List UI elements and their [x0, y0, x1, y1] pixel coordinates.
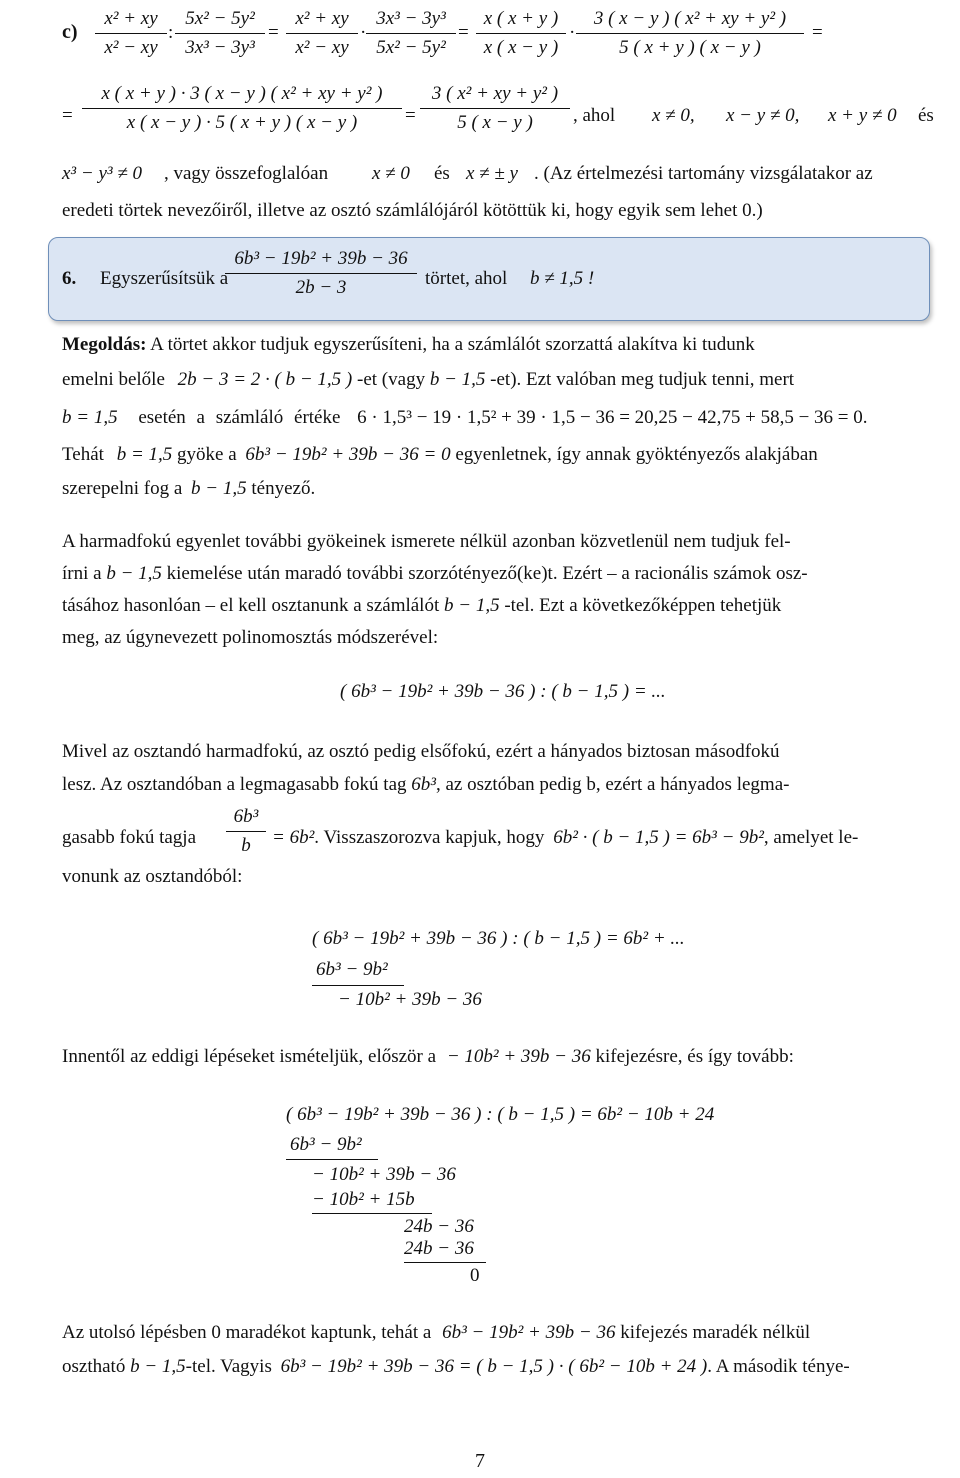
text-segment: lesz. Az osztandóban a legmagasabb fokú tag: [62, 774, 407, 795]
fraction-numerator: 3x³ − 3y³: [376, 8, 446, 29]
math-expression: − 10b² + 39b − 36: [446, 1046, 591, 1067]
text-line: [62, 563, 808, 585]
text-line: eredeti törtek nevezőiről, illetve az osztó számlálójáról kötöttük ki, hogy egyik sem lehet 0.): [62, 200, 763, 221]
equals-sign: =: [62, 105, 73, 126]
text-segment: , az osztóban pedig b, ezért a hányados legma-: [435, 774, 790, 795]
text-segment: -tel. Vagyis: [185, 1356, 272, 1377]
text-line: [62, 1046, 794, 1068]
division-row: 6b³ − 9b²: [316, 959, 388, 980]
text-segment: tényező.: [251, 478, 316, 499]
text-segment: -tel. Ezt a következőképpen tehetjük: [504, 595, 782, 616]
fraction-denominator: x ( x − y ) · 5 ( x + y ) ( x − y ): [126, 112, 358, 133]
fraction-denominator: b: [241, 835, 251, 856]
text-segment: . (Az értelmezési tartomány vizsgálatakor az: [534, 163, 873, 184]
fraction-numerator: x ( x + y ) · 3 ( x − y ) ( x² + xy + y² ): [101, 83, 383, 104]
solution-line-5: [62, 478, 315, 500]
equals-sign: =: [405, 105, 416, 126]
fraction-denominator: 5x² − 5y²: [376, 37, 446, 58]
division-sign: :: [168, 22, 174, 43]
condition-x: x ≠ 0: [372, 163, 410, 184]
math-expression: b = 1,5: [116, 444, 173, 465]
text-segment: A törtet akkor tudjuk egyszerűsíteni, ha a számlálót szorzattá alakítva ki tudunk: [150, 334, 755, 355]
fraction-5: [476, 8, 566, 59]
fraction-numerator: 6b³ − 19b² + 39b − 36: [234, 248, 408, 269]
math-expression: = 6b²: [272, 827, 315, 848]
task-condition: b ≠ 1,5 !: [530, 268, 595, 289]
text-segment: emelni belőle: [62, 369, 165, 390]
text-line: [272, 827, 858, 849]
division-row: ( 6b³ − 19b² + 39b − 36 ) : ( b − 1,5 ) = 6b² − 10b + 24: [286, 1104, 715, 1125]
division-remainder: 0: [470, 1265, 480, 1286]
text-segment: . A második ténye-: [707, 1356, 850, 1377]
task-text: Egyszerűsítsük a: [100, 268, 229, 289]
solution-line-2: [62, 369, 794, 391]
text-line: vonunk az osztandóból:: [62, 866, 243, 887]
math-expression: 6b³ − 19b² + 39b − 36 = 0: [245, 444, 451, 465]
math-expression: b − 1,5: [429, 369, 486, 390]
text-line: [62, 1322, 810, 1344]
text-segment: , amelyet le-: [763, 827, 859, 848]
condition-3: x + y ≠ 0: [828, 105, 897, 126]
division-row: 24b − 36: [404, 1216, 474, 1237]
es-text: és: [918, 105, 934, 126]
division-underline: [286, 1159, 378, 1160]
math-expression: 6 · 1,5³ − 19 · 1,5² + 39 · 1,5 − 36 = 20,25 − 42,75 + 58,5 − 36 = 0.: [357, 407, 868, 428]
fraction-denominator: 5 ( x + y ) ( x − y ): [619, 37, 761, 58]
division-row: − 10b² + 39b − 36: [312, 1164, 456, 1185]
division-row: 6b³ − 9b²: [290, 1134, 362, 1155]
math-expression: 6b³: [411, 774, 436, 795]
fraction-denominator: 3x³ − 3y³: [185, 37, 255, 58]
fraction-7: [82, 83, 402, 134]
text-line: [62, 595, 781, 617]
equals-sign: =: [268, 22, 279, 43]
condition-2: x − y ≠ 0,: [726, 105, 800, 126]
equals-sign: =: [812, 22, 823, 43]
division-row: 24b − 36: [404, 1238, 474, 1259]
task-text: törtet, ahol: [425, 268, 508, 289]
fraction-denominator: x² − xy: [104, 37, 158, 58]
text-segment: gyöke a: [177, 444, 237, 465]
fraction-numerator: x² + xy: [295, 8, 349, 29]
text-line: A harmadfokú egyenlet további gyökeinek ismerete nélkül azonban közvetlenül nem tudjuk fel-: [62, 531, 791, 552]
condition-xy: x ≠ ± y: [466, 163, 518, 184]
text-segment: Az utolsó lépésben 0 maradékot kaptunk, tehát a: [62, 1322, 432, 1343]
text-segment: osztható: [62, 1356, 126, 1377]
division-underline: [312, 1213, 432, 1214]
condition-1: x ≠ 0,: [652, 105, 695, 126]
math-expression: 6b³ − 19b² + 39b − 36: [442, 1322, 616, 1343]
fraction-numerator: 3 ( x² + xy + y² ): [431, 83, 559, 104]
text-segment: kifejezés maradék nélkül: [620, 1322, 811, 1343]
text-segment: egyenletnek, így annak gyöktényezős alakjában: [455, 444, 818, 465]
fraction-denominator: x² − xy: [295, 37, 349, 58]
fraction-8: [420, 83, 570, 134]
text-line: meg, az úgynevezett polinomosztás módszerével:: [62, 627, 439, 648]
text-segment: . Visszaszorozva kapjuk, hogy: [314, 827, 545, 848]
math-expression: 6b³ − 19b² + 39b − 36 = ( b − 1,5 ) · ( 6b² − 10b + 24 ): [280, 1356, 708, 1377]
math-expression: 6b² · ( b − 1,5 ) = 6b³ − 9b²: [553, 827, 764, 848]
fraction-numerator: 5x² − 5y²: [185, 8, 255, 29]
text-line: [62, 1356, 850, 1378]
division-row: − 10b² + 15b: [312, 1189, 415, 1210]
solution-line-3: [62, 407, 868, 429]
text-segment: kiemelése után maradó további szorzótényező(ke)t. Ezért – a racionális számok osz-: [166, 563, 808, 584]
fraction-numerator: 3 ( x − y ) ( x² + xy + y² ): [593, 8, 787, 29]
text-segment: Innentől az eddigi lépéseket ismételjük, először a: [62, 1046, 437, 1067]
division-row: ( 6b³ − 19b² + 39b − 36 ) : ( b − 1,5 ) = 6b² + ...: [312, 928, 685, 949]
text-line: Mivel az osztandó harmadfokú, az osztó pedig elsőfokú, ezért a hányados biztosan másodfokú: [62, 741, 780, 762]
math-expression: b − 1,5: [191, 478, 247, 499]
solution-label: Megoldás:: [62, 334, 147, 355]
fraction-4: [366, 8, 456, 59]
equals-sign: =: [458, 22, 469, 43]
text-segment: Tehát: [62, 444, 104, 465]
multiply-sign: ·: [569, 22, 576, 43]
es-text: és: [434, 163, 450, 184]
division-underline: [312, 985, 404, 986]
math-expression: b = 1,5: [62, 407, 118, 428]
page-number: 7: [475, 1450, 485, 1472]
text-segment: tásához hasonlóan – el kell osztanunk a számlálót: [62, 595, 440, 616]
text-line: [62, 774, 789, 796]
fraction-numerator: x ( x + y ): [483, 8, 559, 29]
task-fraction: [225, 248, 417, 299]
text-segment: kifejezésre, és így tovább:: [595, 1046, 794, 1067]
fraction-denominator: 2b − 3: [295, 277, 347, 298]
condition-cubes: x³ − y³ ≠ 0: [62, 163, 143, 184]
division-underline: [404, 1262, 486, 1263]
fraction-numerator: x² + xy: [104, 8, 158, 29]
fraction-6: [576, 8, 804, 59]
text-segment: szerepelni fog a: [62, 478, 183, 499]
fraction-3: [286, 8, 358, 59]
fraction-denominator: x ( x − y ): [483, 37, 559, 58]
part-c-label: c): [62, 21, 78, 43]
fraction-2: [175, 8, 265, 59]
solution-line-4: [62, 444, 818, 466]
math-expression: b − 1,5: [106, 563, 162, 584]
solution-line-1: [62, 334, 755, 356]
ahol-text: , ahol: [573, 105, 616, 126]
math-expression: 2b − 3 = 2 · ( b − 1,5 ): [177, 369, 353, 390]
fraction-numerator: 6b³: [233, 806, 259, 827]
text-segment: -et (vagy: [357, 369, 426, 390]
leading-term-fraction: [226, 806, 266, 857]
fraction-denominator: 5 ( x − y ): [457, 112, 533, 133]
multiply-sign: ·: [360, 22, 367, 43]
division-row: − 10b² + 39b − 36: [338, 989, 482, 1010]
text-segment: gasabb fokú tagja: [62, 827, 197, 848]
polynomial-division-equation: ( 6b³ − 19b² + 39b − 36 ) : ( b − 1,5 ) = ...: [340, 681, 666, 702]
fraction-1: [95, 8, 167, 59]
text-segment: esetén a számláló értéke: [138, 407, 341, 428]
text-segment: , vagy összefoglalóan: [164, 163, 329, 184]
math-expression: b − 1,5: [444, 595, 500, 616]
text-segment: írni a: [62, 563, 102, 584]
task-number: 6.: [62, 268, 77, 289]
math-expression: b − 1,5: [130, 1356, 186, 1377]
text-segment: -et). Ezt valóban meg tudjuk tenni, mert: [490, 369, 795, 390]
